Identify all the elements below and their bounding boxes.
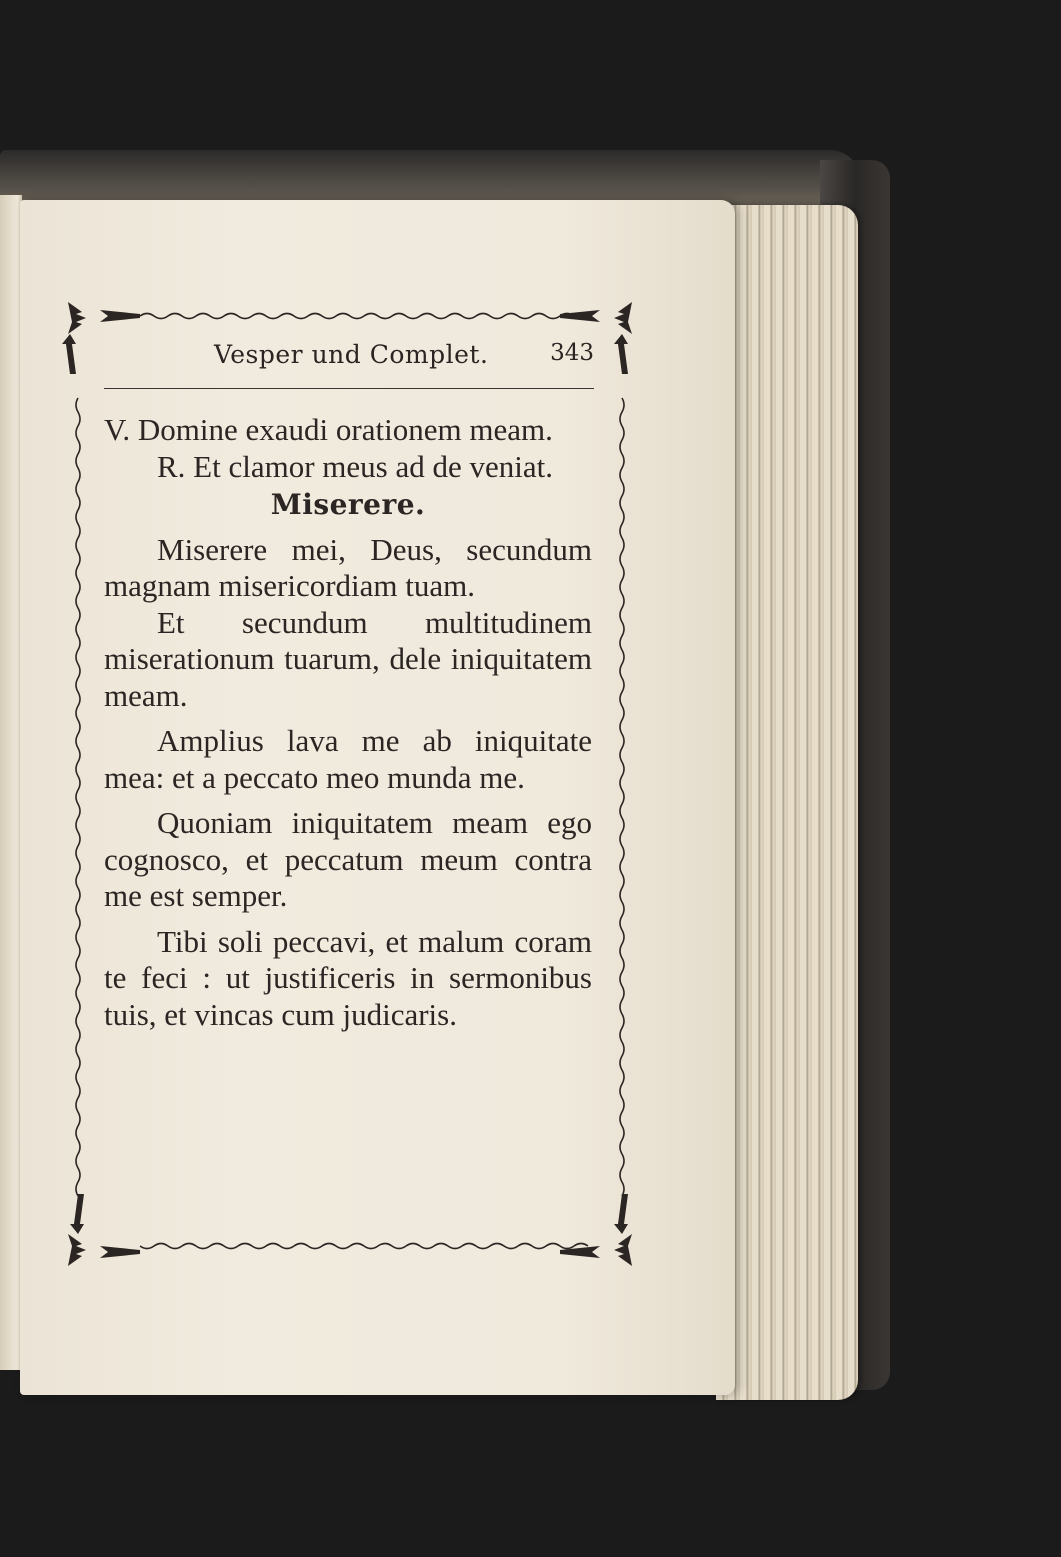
page-body bbox=[104, 412, 592, 1033]
response: R. Et clamor meus ad de veniat. bbox=[157, 448, 553, 484]
running-header-title: Vesper und Complet. bbox=[214, 340, 489, 369]
page-number: 343 bbox=[550, 340, 594, 366]
section-heading: Miserere. bbox=[270, 488, 426, 521]
page-edges bbox=[716, 205, 858, 1400]
running-header bbox=[104, 338, 594, 378]
versicle: V. Domine exaudi orationem meam. bbox=[104, 412, 553, 447]
header-rule bbox=[104, 388, 594, 389]
verse-1: Miserere mei, Deus, secundum magnam misericordiam tuam. bbox=[104, 531, 592, 603]
verse-5: Tibi soli peccavi, et malum coram te feci : ut justificeris in sermonibus tuis, et vincas cum judicaris. bbox=[104, 923, 592, 1032]
verse-3: Amplius lava me ab iniquitate mea: et a peccato meo munda me. bbox=[104, 723, 592, 795]
verse-2: Et secundum multitudinem miserationum tuarum, dele iniquitatem meam. bbox=[104, 604, 592, 713]
facing-page-edge bbox=[0, 195, 22, 1370]
verse-4: Quoniam iniquitatem meam ego cognosco, et peccatum meum contra me est semper. bbox=[104, 805, 592, 913]
